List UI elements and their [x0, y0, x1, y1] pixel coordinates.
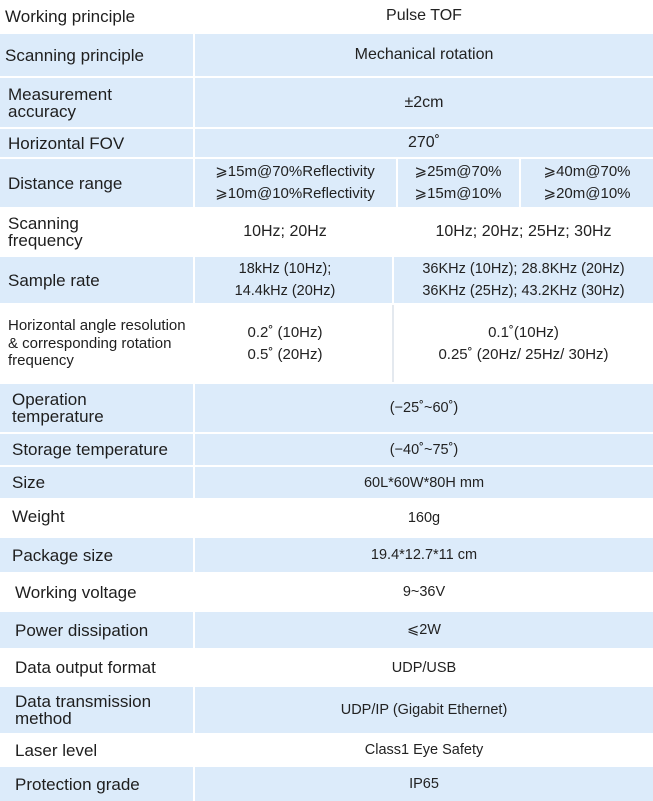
distance-range-a-line1: ⩾15m@70%Reflectivity [215, 163, 375, 180]
distance-range-b-line2: ⩾15m@10% [414, 185, 502, 202]
angle-resolution-a-line2: 0.5˚ (20Hz) [247, 345, 323, 363]
spec-row-protection-grade [0, 767, 653, 801]
value-working-principle: Pulse TOF [386, 7, 462, 24]
spec-row-storage-temperature [0, 434, 653, 467]
sample-rate-b-line1: 36KHz (10Hz); 28.8KHz (20Hz) [422, 261, 625, 277]
label-angle-resolution: Horizontal angle resolution & corresponding rotation frequency [8, 317, 186, 370]
spec-row-horizontal-fov [0, 129, 653, 159]
label-weight: Weight [12, 507, 65, 526]
value-working-voltage: 9~36V [402, 584, 446, 600]
sample-rate-a-line2: 14.4kHz (20Hz) [234, 283, 336, 299]
value-storage-temperature: (−40˚~75˚) [389, 441, 459, 458]
value-data-transmission-method: UDP/IP (Gigabit Ethernet) [340, 702, 508, 718]
distance-range-a-line2: ⩾10m@10%Reflectivity [215, 185, 375, 202]
value-scanning-principle: Mechanical rotation [354, 46, 494, 63]
spec-row-data-output-format [0, 650, 653, 687]
spec-row-operation-temperature [0, 384, 653, 434]
value-scanning-frequency-a: 10Hz; 20Hz [243, 223, 327, 240]
label-distance-range: Distance range [8, 173, 123, 193]
value-laser-level: Class1 Eye Safety [364, 742, 484, 758]
label-data-output-format: Data output format [15, 658, 156, 677]
value-sample-rate-a [195, 257, 375, 303]
sample-rate-a-line1: 18kHz (10Hz); [238, 261, 332, 277]
value-distance-range-c [521, 159, 653, 207]
value-distance-range-b [398, 159, 518, 207]
spec-row-scanning-principle [0, 34, 653, 78]
label-sample-rate: Sample rate [8, 270, 100, 290]
distance-range-b-line1: ⩾25m@70% [414, 163, 502, 180]
label-data-transmission-method: Data transmission method [15, 692, 152, 728]
value-operation-temperature: (−25˚~60˚) [389, 400, 459, 416]
value-protection-grade: IP65 [409, 776, 439, 792]
spec-row-data-transmission-method [0, 687, 653, 735]
spec-row-power-dissipation [0, 612, 653, 650]
spec-row-scanning-frequency [0, 209, 653, 257]
label-laser-level: Laser level [15, 740, 98, 760]
angle-resolution-b-line1: 0.1˚(10Hz) [488, 323, 559, 341]
label-package-size: Package size [12, 545, 114, 565]
label-horizontal-fov: Horizontal FOV [8, 133, 125, 153]
distance-range-c-line2: ⩾20m@10% [543, 185, 631, 202]
spec-row-working-principle [0, 0, 653, 34]
angle-resolution-b-line2: 0.25˚ (20Hz/ 25Hz/ 30Hz) [438, 345, 609, 363]
value-measurement-accuracy: ±2cm [404, 93, 444, 111]
label-measurement-accuracy: Measurement accuracy [8, 84, 112, 121]
value-sample-rate-b [394, 257, 653, 303]
value-package-size: 19.4*12.7*11 cm [370, 547, 478, 563]
label-working-voltage: Working voltage [15, 582, 137, 602]
distance-range-c-line1: ⩾40m@70% [543, 163, 631, 180]
value-weight: 160g [407, 510, 441, 526]
value-horizontal-fov: 270˚ [407, 134, 441, 151]
spec-row-weight [0, 500, 653, 538]
spec-row-package-size [0, 538, 653, 574]
spec-row-laser-level [0, 735, 653, 767]
label-scanning-frequency: Scanning frequency [8, 214, 83, 250]
value-data-output-format: UDP/USB [391, 659, 457, 676]
value-size: 60L*60W*80H mm [363, 474, 485, 491]
spec-row-size [0, 467, 653, 500]
label-storage-temperature: Storage temperature [12, 440, 168, 459]
value-distance-range-a [195, 159, 395, 207]
value-angle-resolution-b [394, 305, 653, 382]
value-scanning-frequency-b: 10Hz; 20Hz; 25Hz; 30Hz [435, 223, 612, 240]
label-size: Size [12, 473, 46, 492]
label-scanning-principle: Scanning principle [5, 45, 144, 65]
spec-row-distance-range [0, 159, 653, 209]
label-power-dissipation: Power dissipation [15, 620, 149, 640]
spec-row-working-voltage [0, 574, 653, 612]
spec-row-angle-resolution [0, 305, 653, 384]
sample-rate-b-line2: 36KHz (25Hz); 43.2KHz (30Hz) [422, 283, 625, 299]
spec-row-measurement-accuracy [0, 78, 653, 129]
angle-resolution-a-line1: 0.2˚ (10Hz) [247, 323, 323, 341]
label-protection-grade: Protection grade [15, 774, 140, 794]
spec-row-sample-rate [0, 257, 653, 305]
label-operation-temperature: Operation temperature [12, 390, 104, 426]
value-power-dissipation: ⩽2W [407, 622, 441, 638]
label-working-principle: Working principle [5, 6, 136, 26]
value-angle-resolution-a [195, 305, 375, 382]
